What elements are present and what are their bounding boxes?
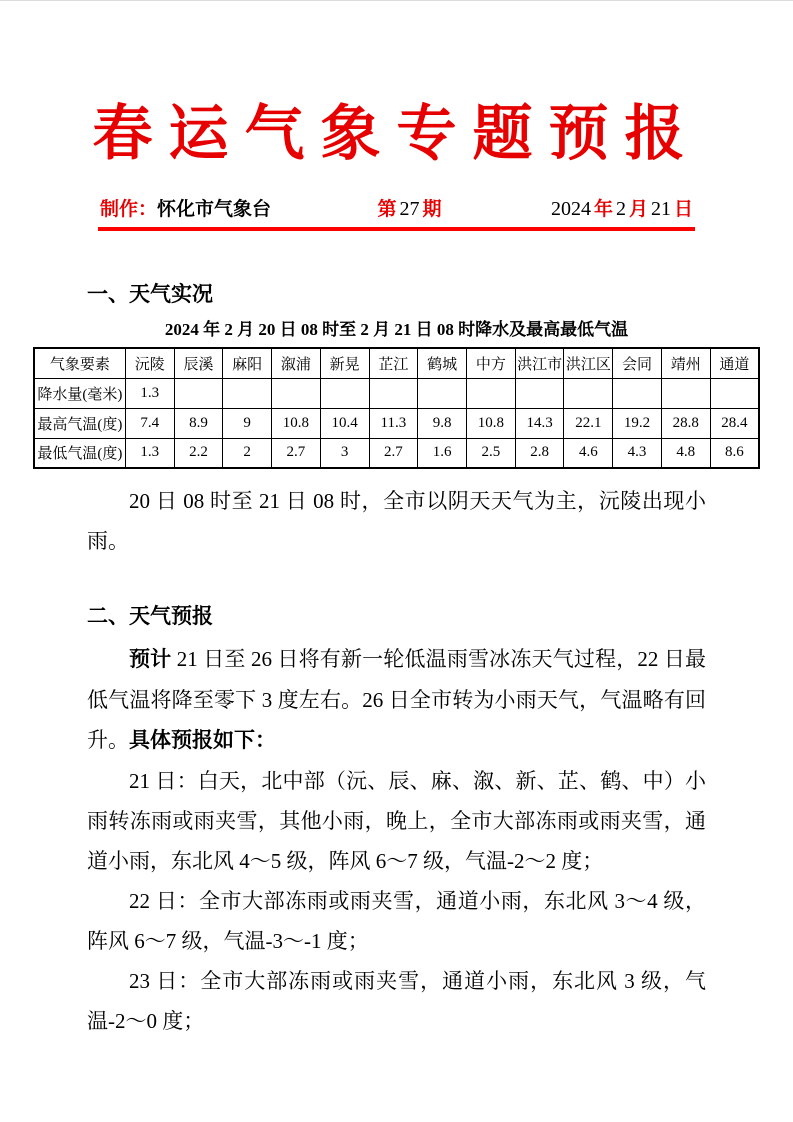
table-cell [369, 378, 418, 408]
table-cell [710, 378, 759, 408]
table-cell: 10.8 [272, 408, 321, 438]
weather-table-wrap [33, 347, 760, 469]
table-cell [564, 378, 613, 408]
forecast-day21-paragraph: 21 日：白天，北中部（沅、辰、麻、溆、新、芷、鹤、中）小雨转冻雨或雨夹雪，其他小雨，晚上，全市大部冻雨或雨夹雪，通道小雨，东北风 4～5 级，阵风 6～7 级，气温-2～2 度； [87, 769, 706, 873]
table-row [34, 408, 759, 438]
table-header-cell: 新晃 [320, 348, 369, 378]
table-header-cell: 通道 [710, 348, 759, 378]
weather-table [33, 347, 760, 469]
date-info [548, 194, 693, 221]
table-row-label: 最低气温(度) [34, 438, 125, 468]
table-cell: 4.6 [564, 438, 613, 468]
weather-table-caption: 2024 年 2 月 20 日 08 时至 2 月 21 日 08 时降水及最高最低气温 [164, 320, 629, 339]
weather-bulletin-page [0, 1, 793, 1041]
table-cell [661, 378, 710, 408]
table-header-cell: 麻阳 [223, 348, 272, 378]
table-header-cell: 辰溪 [174, 348, 223, 378]
table-cell [613, 378, 662, 408]
table-cell: 11.3 [369, 408, 418, 438]
table-header-cell: 气象要素 [34, 348, 125, 378]
table-cell [223, 378, 272, 408]
document-title: 春运气象专题预报 [92, 101, 701, 167]
table-header-cell: 会同 [613, 348, 662, 378]
date-day: 21 [650, 198, 671, 220]
section2-intro-paragraph [87, 639, 706, 761]
table-cell: 19.2 [613, 408, 662, 438]
date-day-unit: 日 [673, 199, 693, 220]
intro-text: 21 日至 26 日将有新一轮低温雨雪冰冻天气过程，22 日最低气温将降至零下 3 度左右。26 日全市转为小雨天气，气温略有回升。 [87, 647, 707, 752]
table-header-cell: 洪江市 [515, 348, 564, 378]
intro-bold-lead: 预计 [129, 648, 172, 671]
header-divider-rule [98, 227, 695, 231]
table-cell: 1.3 [125, 378, 174, 408]
table-cell [272, 378, 321, 408]
table-cell: 1.6 [418, 438, 467, 468]
intro-bold-tail: 具体预报如下： [129, 729, 276, 752]
table-cell: 28.8 [661, 408, 710, 438]
maker-info [100, 194, 271, 221]
table-cell: 28.4 [710, 408, 759, 438]
table-header-row [34, 348, 759, 378]
table-cell: 8.6 [710, 438, 759, 468]
maker-value: 怀化市气象台 [157, 199, 272, 220]
table-header-cell: 沅陵 [125, 348, 174, 378]
issue-info [377, 194, 441, 221]
date-month: 2 [615, 198, 626, 220]
issue-number: 27 [399, 198, 420, 220]
table-cell: 2 [223, 438, 272, 468]
table-cell: 9 [223, 408, 272, 438]
table-row-label: 降水量(毫米) [34, 378, 125, 408]
section1-heading: 一、天气实况 [87, 283, 213, 306]
table-header-cell: 鹤城 [418, 348, 467, 378]
table-cell [174, 378, 223, 408]
table-cell: 10.4 [320, 408, 369, 438]
table-cell: 8.9 [174, 408, 223, 438]
table-cell [466, 378, 515, 408]
table-cell: 10.8 [466, 408, 515, 438]
table-cell [418, 378, 467, 408]
table-cell: 7.4 [125, 408, 174, 438]
date-year-unit: 年 [593, 199, 613, 220]
table-cell: 3 [320, 438, 369, 468]
bulletin-meta-line [100, 194, 693, 221]
section1-paragraph: 20 日 08 时至 21 日 08 时，全市以阴天天气为主，沅陵出现小雨。 [87, 489, 706, 553]
table-cell: 2.7 [272, 438, 321, 468]
table-header-cell: 靖州 [661, 348, 710, 378]
table-row-label: 最高气温(度) [34, 408, 125, 438]
table-row [34, 438, 759, 468]
table-cell: 2.8 [515, 438, 564, 468]
table-header-cell: 芷江 [369, 348, 418, 378]
section2-heading: 二、天气预报 [87, 605, 213, 628]
table-cell: 22.1 [564, 408, 613, 438]
table-head [34, 348, 759, 378]
table-cell [515, 378, 564, 408]
table-cell [320, 378, 369, 408]
table-cell: 1.3 [125, 438, 174, 468]
table-cell: 2.7 [369, 438, 418, 468]
table-header-cell: 溆浦 [272, 348, 321, 378]
table-header-cell: 中方 [466, 348, 515, 378]
table-cell: 9.8 [418, 408, 467, 438]
forecast-day23-paragraph: 23 日：全市大部冻雨或雨夹雪，通道小雨，东北风 3 级，气温-2～0 度； [87, 969, 706, 1033]
table-cell: 2.2 [174, 438, 223, 468]
table-row [34, 378, 759, 408]
table-cell: 14.3 [515, 408, 564, 438]
maker-label: 制作： [100, 199, 158, 220]
issue-prefix: 第 [377, 199, 397, 220]
date-month-unit: 月 [628, 199, 648, 220]
table-cell: 4.8 [661, 438, 710, 468]
date-year: 2024 [550, 198, 591, 220]
table-body [34, 378, 759, 468]
issue-suffix: 期 [422, 199, 442, 220]
table-cell: 4.3 [613, 438, 662, 468]
table-header-cell: 洪江区 [564, 348, 613, 378]
table-cell: 2.5 [466, 438, 515, 468]
forecast-day22-paragraph: 22 日：全市大部冻雨或雨夹雪，通道小雨，东北风 3～4 级，阵风 6～7 级，气温-3～-1 度； [87, 889, 706, 953]
